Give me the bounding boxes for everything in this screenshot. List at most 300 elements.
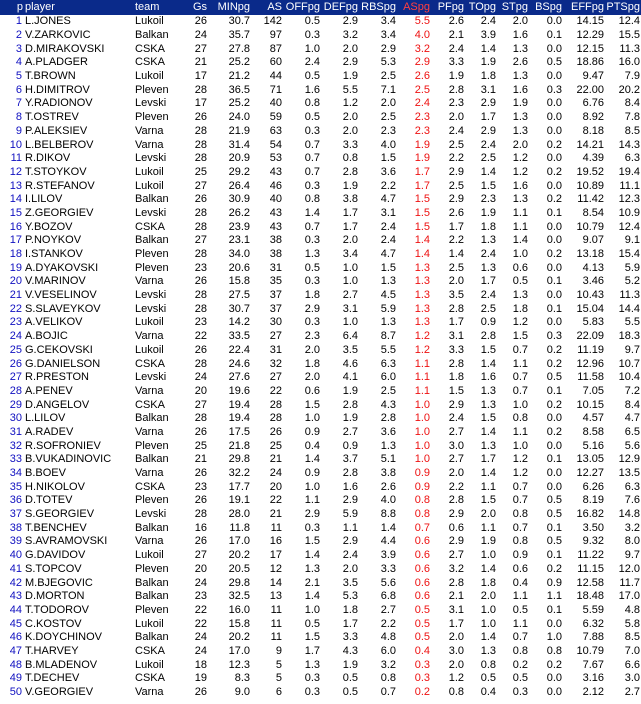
- cell-player[interactable]: T.OSTREV: [25, 111, 79, 124]
- cell-defpg: 5.9: [342, 508, 358, 521]
- cell-offpg: 0.7: [304, 138, 320, 151]
- column-header-p[interactable]: p: [0, 0, 24, 15]
- cell-gs: 17: [194, 97, 207, 110]
- cell-aspg: 0.9: [414, 480, 430, 493]
- cell-effpg: 12.96: [576, 357, 604, 370]
- cell-pfpg: 2.8: [448, 83, 464, 96]
- cell-player[interactable]: I.STANKOV: [25, 248, 83, 261]
- cell-ptspg: 11.3: [619, 42, 640, 55]
- cell-offpg: 0.3: [304, 672, 320, 685]
- cell-aspg: 0.2: [414, 686, 430, 699]
- cell-rbspg: 2.8: [380, 412, 396, 425]
- cell-p: 31: [9, 425, 22, 438]
- cell-bspg: 1.1: [546, 590, 562, 603]
- cell-rbspg: 2.6: [380, 480, 396, 493]
- cell-minpg: 28.0: [228, 508, 250, 521]
- cell-offpg: 1.4: [304, 590, 320, 603]
- cell-minpg: 14.2: [228, 316, 250, 329]
- cell-topg: 1.0: [480, 549, 496, 562]
- cell-stpg: 1.0: [512, 248, 528, 261]
- cell-bspg: 0.0: [546, 179, 562, 192]
- cell-rbspg: 4.0: [380, 494, 396, 507]
- cell-ptspg: 5.8: [624, 617, 640, 630]
- table-row: [0, 220, 641, 234]
- table-row: [0, 152, 641, 166]
- cell-player[interactable]: L.JONES: [25, 15, 71, 28]
- cell-stpg: 1.3: [512, 111, 528, 124]
- cell-pfpg: 3.3: [448, 343, 464, 356]
- cell-topg: 1.0: [480, 603, 496, 616]
- table-row: [0, 617, 641, 631]
- cell-player[interactable]: D.ANGELOV: [25, 398, 90, 411]
- cell-ptspg: 14.4: [618, 302, 640, 315]
- cell-effpg: 13.05: [576, 453, 604, 466]
- table-row: [0, 56, 641, 70]
- cell-aspg: 0.6: [414, 549, 430, 562]
- cell-as: 37: [269, 302, 282, 315]
- cell-team: Lukoil: [135, 658, 164, 671]
- cell-defpg: 2.4: [342, 549, 358, 562]
- cell-team: Varna: [135, 535, 164, 548]
- cell-stpg: 1.2: [512, 316, 528, 329]
- cell-as: 22: [269, 384, 282, 397]
- column-header-pfpg[interactable]: PFpg: [431, 0, 465, 15]
- cell-gs: 26: [194, 275, 207, 288]
- column-header-as[interactable]: AS: [251, 0, 283, 15]
- cell-player[interactable]: T.DECHEV: [25, 672, 80, 685]
- cell-as: 5: [275, 672, 282, 685]
- cell-p: 10: [9, 138, 22, 151]
- cell-defpg: 1.9: [342, 384, 358, 397]
- cell-stpg: 1.3: [512, 289, 528, 302]
- cell-gs: 26: [194, 686, 207, 699]
- cell-rbspg: 0.7: [380, 686, 396, 699]
- cell-player[interactable]: R.DIKOV: [25, 152, 71, 165]
- cell-topg: 2.0: [480, 590, 496, 603]
- cell-player[interactable]: V.GEORGIEV: [25, 686, 94, 699]
- cell-defpg: 2.0: [342, 111, 358, 124]
- cell-player[interactable]: A.VELIKOV: [25, 316, 83, 329]
- cell-ptspg: 2.7: [624, 686, 640, 699]
- cell-aspg: 1.3: [414, 302, 430, 315]
- cell-as: 142: [263, 15, 282, 28]
- cell-player[interactable]: B.MLADENOV: [25, 658, 98, 671]
- cell-ptspg: 9.7: [624, 549, 640, 562]
- cell-player[interactable]: G.DANIELSON: [25, 357, 101, 370]
- cell-ptspg: 3.2: [624, 521, 640, 534]
- column-header-topg[interactable]: TOpg: [465, 0, 497, 15]
- cell-offpg: 0.5: [304, 70, 320, 83]
- cell-topg: 1.5: [480, 412, 496, 425]
- cell-minpg: 29.2: [228, 165, 250, 178]
- column-header-gs[interactable]: Gs: [186, 0, 208, 15]
- cell-rbspg: 2.3: [380, 124, 396, 137]
- cell-defpg: 2.8: [342, 467, 358, 480]
- cell-effpg: 3.16: [582, 672, 604, 685]
- cell-offpg: 0.9: [304, 425, 320, 438]
- table-row: [0, 658, 641, 672]
- cell-player[interactable]: T.BROWN: [25, 70, 76, 83]
- cell-offpg: 2.3: [304, 330, 320, 343]
- cell-minpg: 17.7: [228, 480, 250, 493]
- cell-defpg: 1.7: [342, 220, 358, 233]
- cell-gs: 28: [194, 357, 207, 370]
- cell-p: 33: [9, 453, 22, 466]
- cell-bspg: 0.3: [546, 330, 562, 343]
- cell-player[interactable]: S.SLAVEYKOV: [25, 302, 101, 315]
- table-row: [0, 29, 641, 43]
- cell-aspg: 1.3: [414, 261, 430, 274]
- cell-topg: 2.3: [480, 193, 496, 206]
- cell-player[interactable]: P.NOYKOV: [25, 234, 82, 247]
- cell-team: Varna: [135, 330, 164, 343]
- cell-team: Lukoil: [135, 165, 164, 178]
- cell-pfpg: 2.3: [448, 97, 464, 110]
- cell-gs: 21: [194, 453, 207, 466]
- cell-rbspg: 5.1: [380, 453, 396, 466]
- cell-p: 1: [15, 15, 22, 28]
- cell-player[interactable]: A.DYAKOVSKI: [25, 261, 99, 274]
- cell-player[interactable]: D.MORTON: [25, 590, 85, 603]
- cell-gs: 26: [194, 535, 207, 548]
- cell-as: 6: [275, 686, 282, 699]
- cell-topg: 1.8: [480, 220, 496, 233]
- cell-defpg: 2.9: [342, 56, 358, 69]
- cell-effpg: 4.13: [582, 261, 604, 274]
- cell-topg: 2.4: [480, 248, 496, 261]
- cell-minpg: 17.0: [228, 644, 250, 657]
- cell-defpg: 1.0: [342, 261, 358, 274]
- cell-minpg: 32.5: [228, 590, 250, 603]
- cell-defpg: 1.7: [342, 617, 358, 630]
- column-header-player[interactable]: player: [24, 0, 134, 15]
- cell-bspg: 0.0: [546, 124, 562, 137]
- cell-pfpg: 2.0: [448, 658, 464, 671]
- cell-player[interactable]: P.ALEKSIEV: [25, 124, 88, 137]
- cell-as: 27: [269, 330, 282, 343]
- cell-player[interactable]: Z.GEORGIEV: [25, 206, 94, 219]
- cell-p: 8: [15, 111, 22, 124]
- cell-player[interactable]: A.PLADGER: [25, 56, 88, 69]
- cell-rbspg: 2.5: [380, 384, 396, 397]
- cell-minpg: 27.6: [228, 371, 250, 384]
- cell-player[interactable]: G.CEKOVSKI: [25, 343, 93, 356]
- cell-player[interactable]: S.TOPCOV: [25, 562, 82, 575]
- cell-as: 11: [270, 603, 282, 616]
- cell-team: Balkan: [135, 193, 169, 206]
- cell-as: 26: [269, 425, 282, 438]
- cell-player[interactable]: T.STOYKOV: [25, 165, 87, 178]
- cell-player[interactable]: Y.RADIONOV: [25, 97, 93, 110]
- cell-aspg: 1.1: [414, 384, 430, 397]
- cell-gs: 23: [194, 316, 207, 329]
- cell-topg: 1.3: [480, 384, 496, 397]
- cell-minpg: 15.8: [228, 617, 250, 630]
- cell-bspg: 0.0: [546, 220, 562, 233]
- table-row: [0, 631, 641, 645]
- cell-pfpg: 2.9: [448, 535, 464, 548]
- cell-minpg: 20.5: [228, 562, 250, 575]
- table-row: [0, 125, 641, 139]
- cell-defpg: 1.0: [342, 316, 358, 329]
- cell-rbspg: 0.8: [380, 672, 396, 685]
- cell-effpg: 11.42: [577, 193, 604, 206]
- cell-rbspg: 6.8: [380, 590, 396, 603]
- cell-player[interactable]: R.PRESTON: [25, 371, 89, 384]
- column-header-defpg[interactable]: DEFpg: [321, 0, 359, 15]
- cell-bspg: 0.1: [546, 603, 562, 616]
- cell-gs: 28: [194, 83, 207, 96]
- cell-as: 31: [269, 343, 282, 356]
- cell-as: 31: [269, 261, 282, 274]
- cell-gs: 24: [194, 644, 207, 657]
- cell-aspg: 1.9: [414, 152, 430, 165]
- cell-rbspg: 4.0: [380, 138, 396, 151]
- cell-topg: 1.3: [480, 261, 496, 274]
- cell-pfpg: 2.5: [448, 138, 464, 151]
- cell-pfpg: 2.9: [448, 508, 464, 521]
- cell-pfpg: 2.8: [448, 576, 464, 589]
- cell-bspg: 0.0: [546, 316, 562, 329]
- cell-player[interactable]: G.DAVIDOV: [25, 549, 86, 562]
- cell-offpg: 2.1: [304, 576, 320, 589]
- cell-pfpg: 2.6: [448, 15, 464, 28]
- cell-rbspg: 2.5: [380, 70, 396, 83]
- cell-aspg: 1.0: [414, 453, 430, 466]
- cell-offpg: 0.3: [304, 124, 320, 137]
- cell-effpg: 12.27: [576, 467, 604, 480]
- cell-ptspg: 6.5: [624, 425, 640, 438]
- cell-p: 49: [9, 672, 22, 685]
- cell-defpg: 1.0: [342, 275, 358, 288]
- cell-defpg: 2.9: [342, 494, 358, 507]
- cell-player[interactable]: A.PENEV: [25, 384, 73, 397]
- cell-as: 40: [269, 193, 282, 206]
- cell-ptspg: 15.4: [618, 248, 640, 261]
- cell-aspg: 3.2: [414, 42, 430, 55]
- cell-p: 24: [9, 330, 22, 343]
- cell-bspg: 0.0: [546, 467, 562, 480]
- table-row: [0, 521, 641, 535]
- cell-player[interactable]: T.HARVEY: [25, 644, 79, 657]
- cell-player[interactable]: D.TOTEV: [25, 494, 73, 507]
- cell-team: Levski: [135, 97, 167, 110]
- cell-rbspg: 3.8: [380, 467, 396, 480]
- cell-minpg: 21.2: [228, 70, 250, 83]
- cell-pfpg: 2.2: [448, 152, 464, 165]
- cell-gs: 26: [194, 193, 207, 206]
- cell-p: 3: [15, 42, 22, 55]
- cell-as: 12: [269, 562, 282, 575]
- column-header-ptspg[interactable]: PTSpg: [606, 1, 640, 13]
- table-row: [0, 234, 641, 248]
- cell-rbspg: 8.7: [380, 330, 396, 343]
- cell-bspg: 0.2: [546, 248, 562, 261]
- cell-ptspg: 12.3: [618, 193, 640, 206]
- cell-player[interactable]: V.VESELINOV: [25, 289, 97, 302]
- cell-team: Balkan: [135, 234, 169, 247]
- cell-stpg: 0.7: [512, 631, 528, 644]
- cell-team: CSKA: [135, 644, 165, 657]
- cell-effpg: 2.12: [582, 686, 604, 699]
- cell-player[interactable]: M.BJEGOVIC: [25, 576, 93, 589]
- cell-ptspg: 14.8: [618, 508, 640, 521]
- cell-p: 50: [9, 686, 22, 699]
- cell-effpg: 12.15: [576, 42, 604, 55]
- cell-as: 53: [269, 152, 282, 165]
- cell-player[interactable]: A.RADEV: [25, 425, 74, 438]
- cell-ptspg: 4.7: [624, 412, 640, 425]
- cell-effpg: 11.22: [577, 549, 604, 562]
- cell-pfpg: 0.6: [448, 521, 464, 534]
- cell-stpg: 0.8: [512, 508, 528, 521]
- cell-gs: 22: [194, 330, 207, 343]
- cell-ptspg: 12.0: [618, 562, 640, 575]
- cell-team: Levski: [135, 302, 167, 315]
- cell-defpg: 2.0: [342, 234, 358, 247]
- cell-defpg: 2.8: [342, 398, 358, 411]
- cell-player[interactable]: L.LILOV: [25, 412, 66, 425]
- cell-rbspg: 1.4: [380, 521, 396, 534]
- cell-player[interactable]: V.ZARKOVIC: [25, 29, 91, 42]
- cell-aspg: 0.6: [414, 590, 430, 603]
- cell-as: 38: [269, 234, 282, 247]
- cell-effpg: 11.58: [577, 371, 604, 384]
- table-row: [0, 302, 641, 316]
- cell-player[interactable]: A.BOJIC: [25, 330, 68, 343]
- cell-gs: 28: [194, 289, 207, 302]
- table-row: [0, 426, 641, 440]
- cell-bspg: 0.1: [546, 549, 562, 562]
- cell-aspg: 1.0: [414, 412, 430, 425]
- cell-bspg: 0.0: [546, 261, 562, 274]
- table-row: [0, 549, 641, 563]
- cell-team: Lukoil: [135, 15, 164, 28]
- cell-p: 9: [15, 124, 22, 137]
- cell-player[interactable]: V.MARINOV: [25, 275, 86, 288]
- cell-player[interactable]: I.LILOV: [25, 193, 63, 206]
- cell-p: 20: [9, 275, 22, 288]
- cell-ptspg: 19.4: [618, 165, 640, 178]
- cell-team: CSKA: [135, 672, 165, 685]
- table-row: [0, 563, 641, 577]
- cell-offpg: 1.0: [304, 412, 320, 425]
- cell-player[interactable]: T.BENCHEV: [25, 521, 87, 534]
- cell-team: Pleven: [135, 494, 169, 507]
- column-header-team[interactable]: team: [134, 0, 186, 15]
- cell-effpg: 7.67: [582, 658, 604, 671]
- cell-player[interactable]: H.DIMITROV: [25, 83, 90, 96]
- cell-gs: 18: [194, 658, 207, 671]
- column-header-bspg[interactable]: BSpg: [529, 0, 563, 15]
- cell-offpg: 1.3: [304, 248, 320, 261]
- cell-effpg: 4.57: [582, 412, 604, 425]
- table-row: [0, 111, 641, 125]
- cell-rbspg: 2.5: [380, 111, 396, 124]
- cell-player[interactable]: B.BOEV: [25, 467, 66, 480]
- cell-as: 11: [270, 521, 282, 534]
- column-header-stpg[interactable]: STpg: [497, 0, 529, 15]
- cell-player[interactable]: H.NIKOLOV: [25, 480, 85, 493]
- cell-topg: 1.6: [480, 371, 496, 384]
- cell-gs: 24: [194, 29, 207, 42]
- column-header-rbspg[interactable]: RBSpg: [359, 0, 397, 15]
- cell-aspg: 1.5: [414, 220, 430, 233]
- cell-gs: 26: [194, 343, 207, 356]
- cell-aspg: 2.3: [414, 111, 430, 124]
- cell-topg: 1.4: [480, 425, 496, 438]
- cell-aspg: 1.5: [414, 193, 430, 206]
- cell-topg: 1.3: [480, 234, 496, 247]
- cell-p: 48: [9, 658, 22, 671]
- table-row: [0, 576, 641, 590]
- cell-team: Varna: [135, 124, 164, 137]
- cell-ptspg: 7.0: [624, 644, 640, 657]
- cell-effpg: 8.92: [582, 111, 604, 124]
- cell-ptspg: 12.9: [618, 453, 640, 466]
- table-row: [0, 15, 641, 29]
- cell-aspg: 0.3: [414, 672, 430, 685]
- cell-minpg: 11.8: [229, 521, 250, 534]
- cell-player[interactable]: K.DOYCHINOV: [25, 631, 103, 644]
- cell-ptspg: 17.0: [618, 590, 640, 603]
- cell-defpg: 1.7: [342, 206, 358, 219]
- column-header-aspg[interactable]: ASpg: [397, 0, 431, 15]
- cell-player[interactable]: S.AVRAMOVSKI: [25, 535, 108, 548]
- cell-player[interactable]: R.STEFANOV: [25, 179, 95, 192]
- cell-gs: 26: [194, 425, 207, 438]
- cell-player[interactable]: S.GEORGIEV: [25, 508, 95, 521]
- cell-bspg: 0.0: [546, 412, 562, 425]
- column-header-effpg[interactable]: EFFpg: [563, 0, 605, 15]
- column-header-minpg[interactable]: MINpg: [208, 0, 251, 15]
- cell-bspg: 0.2: [546, 562, 562, 575]
- cell-defpg: 3.3: [342, 138, 358, 151]
- cell-defpg: 3.5: [342, 576, 358, 589]
- cell-player[interactable]: C.KOSTOV: [25, 617, 82, 630]
- cell-player[interactable]: B.VUKADINOVIC: [25, 453, 112, 466]
- cell-player[interactable]: D.MIRAKOVSKI: [25, 42, 105, 55]
- cell-offpg: 0.8: [304, 97, 320, 110]
- cell-player[interactable]: R.SOFRONIEV: [25, 439, 101, 452]
- cell-bspg: 0.1: [546, 302, 562, 315]
- cell-minpg: 36.5: [228, 83, 250, 96]
- cell-topg: 0.5: [480, 672, 496, 685]
- cell-aspg: 0.5: [414, 631, 430, 644]
- cell-player[interactable]: Y.BOZOV: [25, 220, 73, 233]
- cell-pfpg: 1.7: [448, 220, 464, 233]
- cell-aspg: 1.0: [414, 425, 430, 438]
- cell-as: 71: [269, 83, 282, 96]
- cell-player[interactable]: L.BELBEROV: [25, 138, 94, 151]
- cell-bspg: 0.5: [546, 56, 562, 69]
- cell-rbspg: 3.3: [380, 562, 396, 575]
- cell-player[interactable]: T.TODOROV: [25, 603, 89, 616]
- cell-effpg: 10.43: [576, 289, 604, 302]
- cell-stpg: 0.7: [512, 480, 528, 493]
- cell-rbspg: 5.3: [380, 56, 396, 69]
- cell-minpg: 29.8: [228, 576, 250, 589]
- table-row: [0, 316, 641, 330]
- column-header-offpg[interactable]: OFFpg: [283, 0, 321, 15]
- cell-minpg: 27.8: [228, 42, 250, 55]
- cell-defpg: 1.9: [342, 658, 358, 671]
- cell-minpg: 23.9: [228, 220, 250, 233]
- cell-pfpg: 1.5: [448, 384, 464, 397]
- cell-stpg: 1.2: [512, 453, 528, 466]
- cell-gs: 27: [194, 42, 207, 55]
- cell-stpg: 0.5: [512, 672, 528, 685]
